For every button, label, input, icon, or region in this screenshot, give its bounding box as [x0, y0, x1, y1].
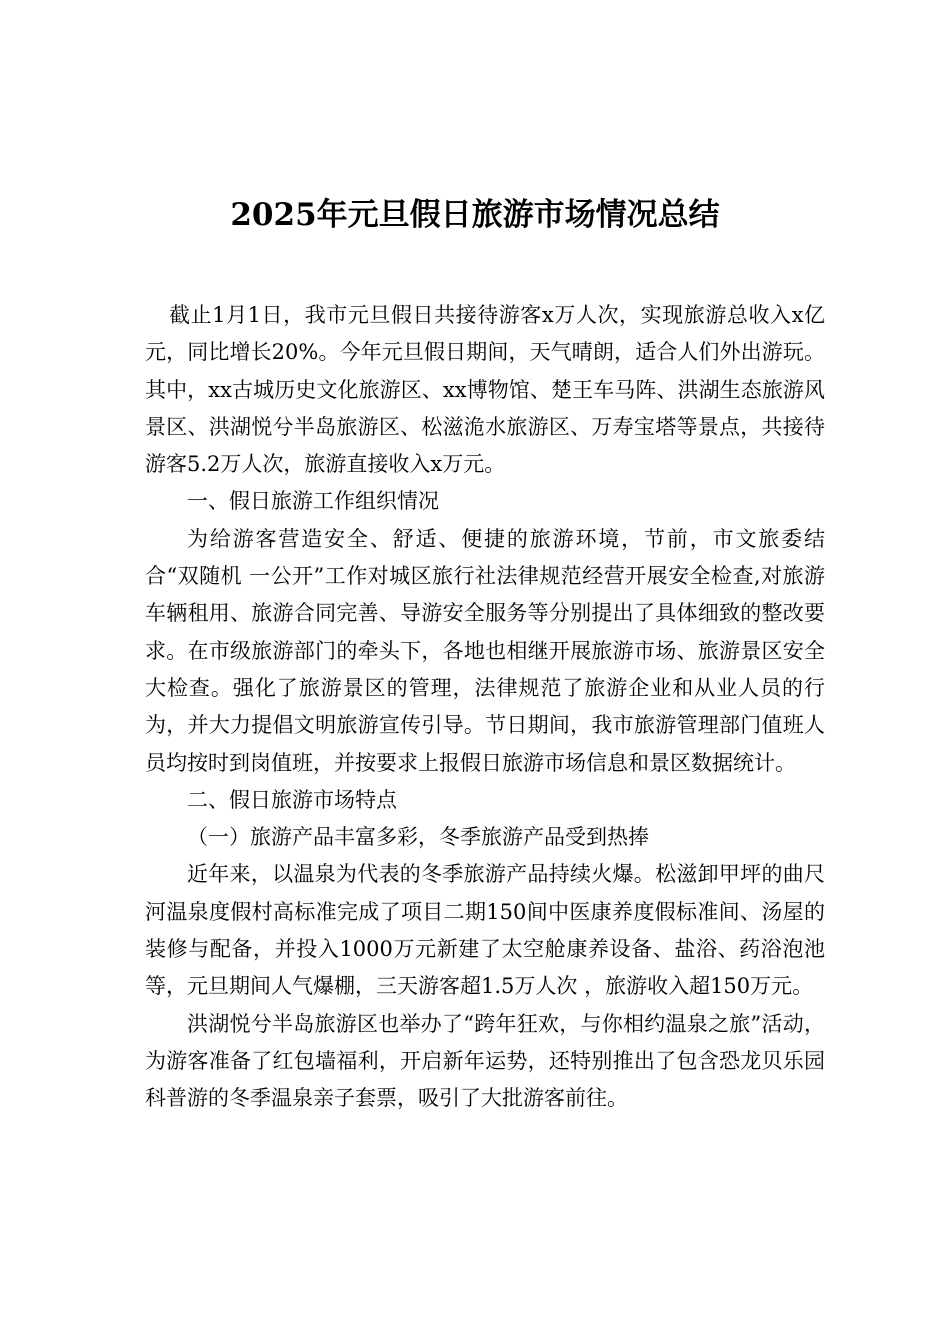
paragraph-intro: 截止1月1日，我市元旦假日共接待游客x万人次，实现旅游总收入x亿元，同比增长20%。今年元旦假日期间，天气晴朗，适合人们外出游玩。其中，xx古城历史文化旅游区、xx博物馆、楚王车马阵、洪湖生态旅游风景区、洪湖悦兮半岛旅游区、松滋洈水旅游区、万寿宝塔等景点，共接待游客5.2万人次，旅游直接收入x万元。 — [145, 303, 825, 477]
document-title: 2025年元旦假日旅游市场情况总结 — [230, 197, 720, 233]
subsection-heading-1: （一）旅游产品丰富多彩，冬季旅游产品受到热捧 — [187, 825, 649, 850]
paragraph-organization: 为给游客营造安全、舒适、便捷的旅游环境，节前，市文旅委结合“双随机 一公开”工作对城区旅行社法律规范经营开展安全检查,对旅游车辆租用、旅游合同完善、导游安全服务等分别提出了具体细致的整改要求。在市级旅游部门的牵头下，各地也相继开展旅游市场、旅游景区安全大检查。强化了旅游景区的管理，法律规范了旅游企业和从业人员的行为，并大力提倡文明旅游宣传引导。节日期间，我市旅游管理部门值班人员均按时到岗值班，并按要求上报假日旅游市场信息和景区数据统计。 — [145, 526, 825, 775]
section-heading-2: 二、假日旅游市场特点 — [187, 787, 397, 812]
section-heading-1: 一、假日旅游工作组织情况 — [187, 489, 439, 514]
document-body — [145, 297, 825, 1118]
paragraph-hot-spring: 近年来，以温泉为代表的冬季旅游产品持续火爆。松滋卸甲坪的曲尺河温泉度假村高标准完成了项目二期150间中医康养度假标准间、汤屋的装修与配备，并投入1000万元新建了太空舱康养设备、盐浴、药浴泡池等，元旦期间人气爆棚，三天游客超1.5万人次 ，旅游收入超150万元。 — [145, 862, 825, 999]
paragraph-honghu: 洪湖悦兮半岛旅游区也举办了“跨年狂欢，与你相约温泉之旅”活动，为游客准备了红包墙福利，开启新年运势，还特别推出了包含恐龙贝乐园科普游的冬季温泉亲子套票，吸引了大批游客前往。 — [145, 1011, 825, 1111]
